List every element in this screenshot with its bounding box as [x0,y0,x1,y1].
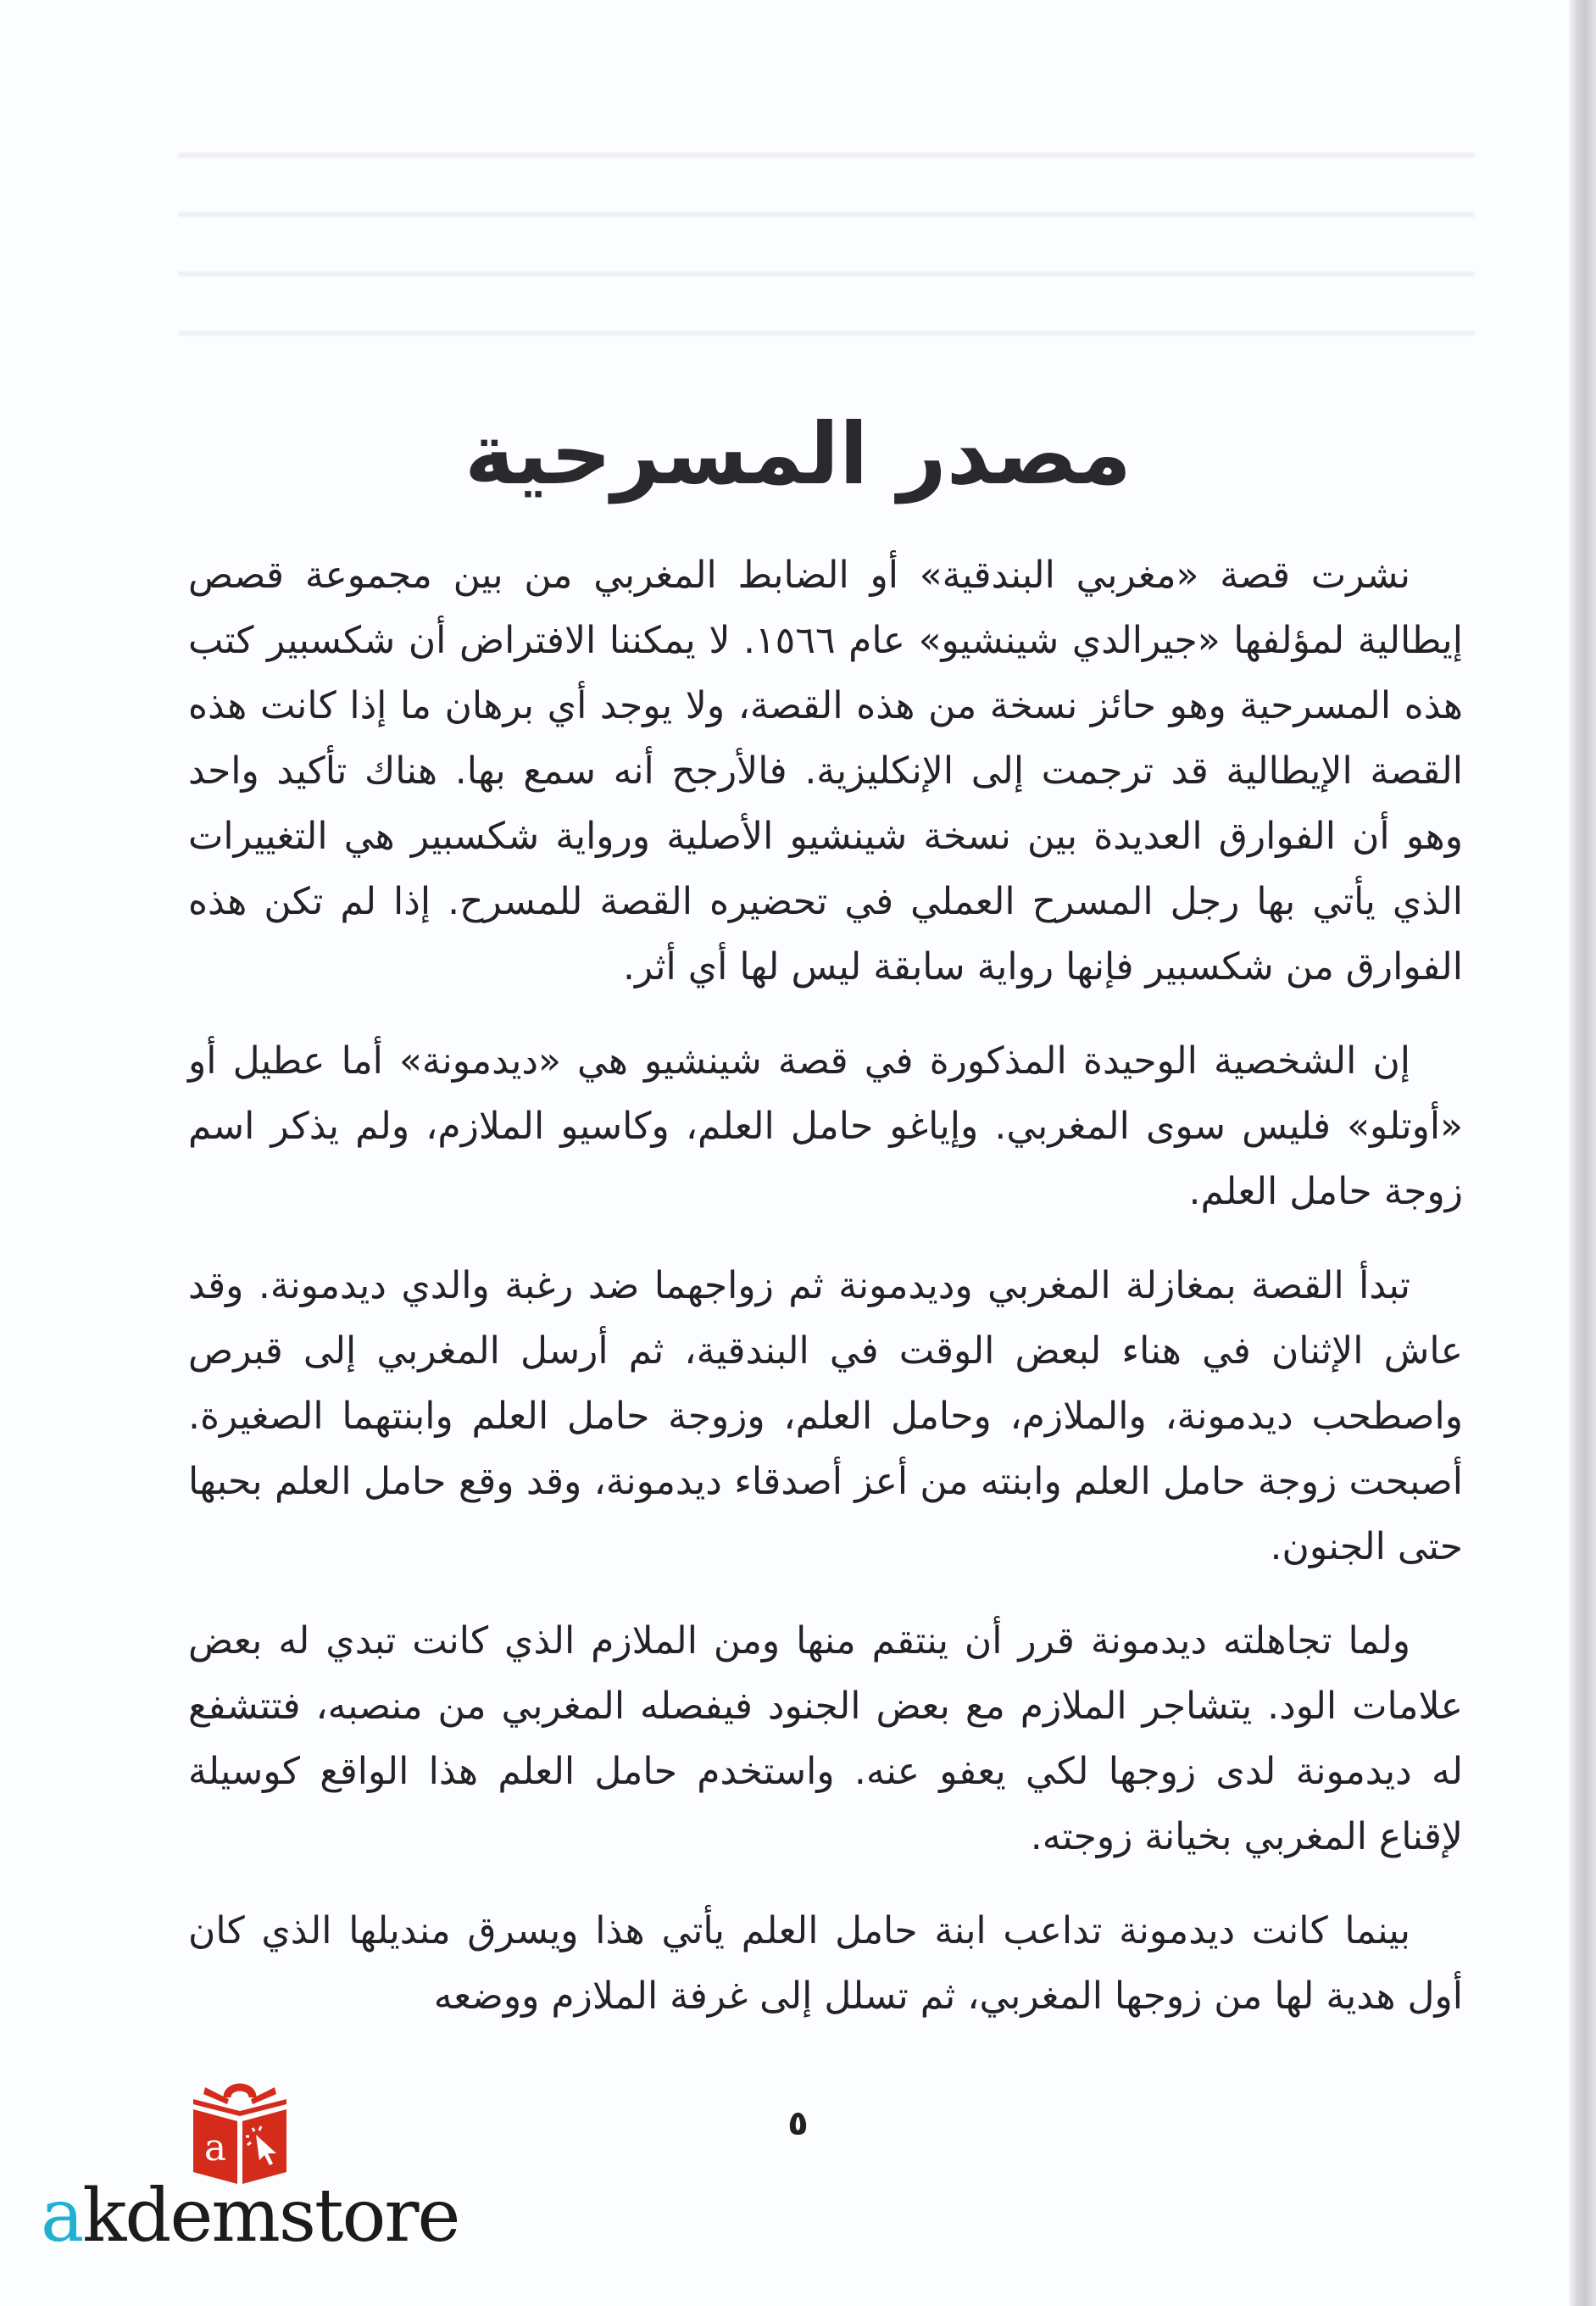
open-book-gift-icon [193,2075,286,2186]
book-binding-edge [1569,0,1596,2306]
svg-text:a: a [203,2126,227,2170]
paragraph: إن الشخصية الوحيدة المذكورة في قصة شينشيو هي «ديدمونة» أما عطيل أو «أوتلو» فليس سوى المغربي. وإياغو حامل العلم، وكاسيو الملازم، ولم يذكر اسم زوجة حامل العلم. [188,1039,1463,1213]
paragraph: بينما كانت ديدمونة تداعب ابنة حامل العلم يأتي هذا ويسرق منديلها الذي كان أول هدية لها من زوجها المغربي، ثم تسلل إلى غرفة الملازم ووضعه [188,1909,1463,2018]
brand-letter-a: a [41,2174,83,2259]
paragraph: تبدأ القصة بمغازلة المغربي وديدمونة ثم زواجهما ضد رغبة والدي ديدمونة. وقد عاش الإثنان في هناء لبعض الوقت في البندقية، ثم أرسل المغربي إلى قبرص واصطحب ديدمونة، والملازم، وحامل العلم، وزوجة حامل العلم وابنتهما الصغيرة. أصبحت زوجة حامل العلم وابنته من أعز أصدقاء ديدمونة، وقد وقع حامل العلم بحبها حتى الجنون. [188,1264,1463,1568]
page-number: ٥ [787,2104,809,2143]
show-through-text [178,119,1475,390]
body-text [188,543,1463,2058]
brand-name-rest: kdemstore [82,2174,459,2259]
chapter-heading: مصدر المسرحية [464,404,1132,504]
brand-wordmark [41,2175,459,2257]
akdemstore-logo [41,2075,481,2259]
paragraph: ولما تجاهلته ديدمونة قرر أن ينتقم منها ومن الملازم الذي كانت تبدي له بعض علامات الود. يتشاجر الملازم مع بعض الجنود فيفصله المغربي من منصبه، فتتشفع له ديدمونة لدى زوجها لكي يعفو عنه. واستخدم حامل العلم هذا الواقع كوسيلة لإقناع المغربي بخيانة زوجته. [188,1619,1463,1858]
paragraph: نشرت قصة «مغربي البندقية» أو الضابط المغربي من بين مجموعة قصص إيطالية لمؤلفها «جيرالدي شينشيو» عام ١٥٦٦. لا يمكننا الافتراض أن شكسبير كتب هذه المسرحية وهو حائز نسخة من هذه القصة، ولا يوجد أي برهان ما إذا كانت هذه القصة الإيطالية قد ترجمت إلى الإنكليزية. فالأرجح أنه سمع بها. هناك تأكيد واحد وهو أن الفوارق العديدة بين نسخة شينشيو الأصلية ورواية شكسبير هي التغييرات الذي يأتي بها رجل المسرح العملي في تحضيره القصة للمسرح. إذا لم تكن هذه الفوارق من شكسبير فإنها رواية سابقة ليس لها أي أثر. [188,554,1463,989]
